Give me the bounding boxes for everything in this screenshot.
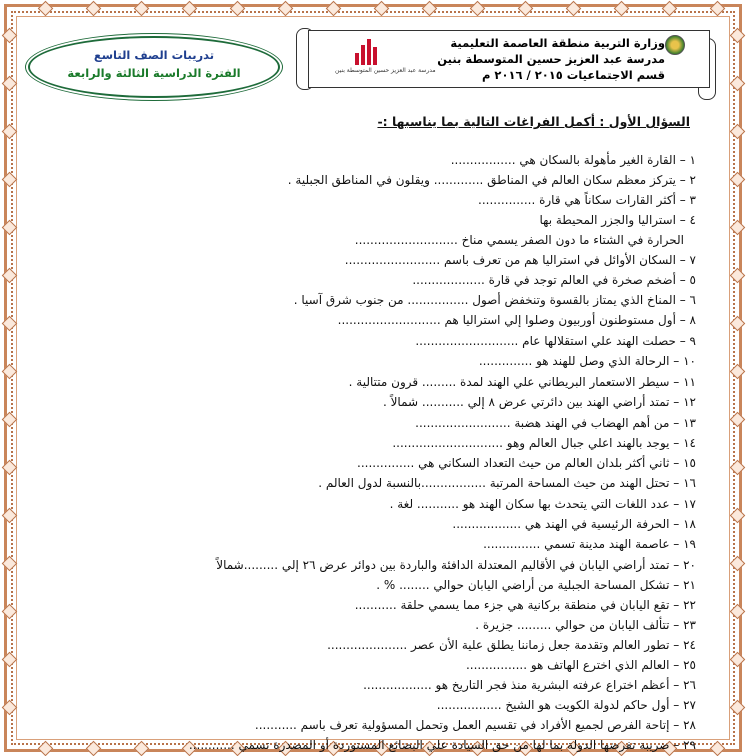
- exercise-line: ٤ – استراليا والجزر المحيطة بها: [539, 213, 696, 227]
- exercise-line: ٢ – يتركز معظم سكان العالم في المناطق ............. ويقلون في المناطق الجبلية .: [287, 173, 696, 187]
- exercise-line: الحرارة في الشتاء ما دون الصفر يسمي مناخ ...........................: [354, 233, 684, 247]
- exercise-line: ٢٤ – تطور العالم وتقدمة جعل زماننا يطلق علية الأن عصر .....................: [327, 638, 696, 652]
- kuwait-emblem-icon: [665, 35, 685, 55]
- exercise-line: ١٢ – تمتد أراضي الهند بين دائرتي عرض ٨ إلي ........... شمالاً .: [382, 395, 696, 409]
- header-school: مدرسة عبد العزيز حسين المتوسطة بنين: [437, 52, 665, 66]
- exercise-line: ١٨ – الحرفة الرئيسية في الهند هي ..................: [452, 517, 696, 531]
- exercise-line: ٦ – المناخ الذي يمتاز بالقسوة وتنخفض أصول ................ من جنوب شرق آسيا .: [293, 293, 696, 307]
- exercise-line: ٢٥ – العالم الذي اخترع الهاتف هو ................: [465, 658, 696, 672]
- header-banner: [296, 30, 716, 96]
- badge-subtitle: الفترة الدراسية الثالثة والرابعة: [67, 66, 241, 80]
- header-box: [308, 30, 710, 88]
- exercise-line: ٧ – السكان الأوائل في استراليا هم من تعرف باسم .........................: [344, 253, 696, 267]
- exercise-line: ٢٨ – إتاحة الفرص لجميع الأفراد في تقسيم العمل وتحمل المسؤولية تعرف باسم ...........: [254, 718, 696, 732]
- exercise-line: ٢٣ – تتألف اليابان من حوالي ......... جزيرة .: [475, 618, 696, 632]
- exercise-line: ٥ – أضخم صخرة في العالم توجد في قارة ...................: [412, 273, 696, 287]
- question-title: السؤال الأول : أكمل الفراغات التالية بما يناسبها :-: [377, 114, 690, 129]
- exercise-line: ٨ – أول مستوطنون أوربيون وصلوا إلي استراليا هم ...........................: [337, 313, 696, 327]
- class-badge: [28, 36, 280, 98]
- school-logo-icon: [355, 39, 381, 65]
- exercise-line: ١٥ – ثاني أكثر بلدان العالم من حيث التعداد السكاني هي ...............: [357, 456, 696, 470]
- exercise-line: ٢١ – تشكل المساحة الجبلية من أراضي اليابان حوالي ........ % .: [376, 578, 696, 592]
- exercise-line: ١٠ – الرحالة الذي وصل للهند هو ..............: [478, 354, 696, 368]
- exercise-line: ٢٧ – أول حاكم لدولة الكويت هو الشيخ .................: [436, 698, 696, 712]
- school-logo: [335, 37, 436, 81]
- badge-title: تدريبات الصف التاسع: [93, 48, 215, 62]
- exercise-line: ٢٠ – تمتد أراضي اليابان في الأقاليم المعتدلة الدافئة والباردة بين دوائر عرض ٢٦ إلي .........شمالاً: [216, 558, 696, 572]
- exercise-line: ٣ – أكثر القارات سكاناً هي قارة ...............: [478, 193, 696, 207]
- exercise-line: ٩ – حصلت الهند علي استقلالها عام ...........................: [415, 334, 696, 348]
- exercise-line: ١٣ – من أهم الهضاب في الهند هضبة .........................: [415, 416, 696, 430]
- exercise-line: ١٧ – عدد اللغات التي يتحدث بها سكان الهند هو ........... لغة .: [389, 497, 696, 511]
- exercise-line: ١٦ – تحتل الهند من حيث المساحة المرتبة .................بالنسبة لدول العالم .: [318, 476, 696, 490]
- school-logo-caption: مدرسة عبد العزيز حسين المتوسطة بنين: [335, 67, 436, 74]
- exercise-line: ٢٦ – أعظم اختراع عرفته البشرية منذ فجر التاريخ هو ..................: [363, 678, 696, 692]
- exercise-line: ١٩ – عاصمة الهند مدينة تسمي ...............: [483, 537, 696, 551]
- exercise-line: ١١ – سيطر الاستعمار البريطاني علي الهند لمدة ......... قرون متتالية .: [348, 375, 696, 389]
- exercise-line: ٢٢ – تقع اليابان في منطقة بركانية هي جزء مما يسمي حلقة ...........: [354, 598, 696, 612]
- exercise-line: ٢٩ – ضريبة تفرضها الدولة بما لها من حق السيادة علي البضائع المستوردة أو المصدرة تسمي ............: [188, 738, 696, 752]
- header-ministry: وزارة التربية منطقة العاصمة التعليمية: [450, 36, 665, 50]
- exercise-line: ١ – القارة الغير مأهولة بالسكان هي .................: [450, 153, 696, 167]
- exercise-line: ١٤ – يوجد بالهند اعلي جبال العالم وهو .............................: [392, 436, 696, 450]
- header-department: قسم الاجتماعيات ٢٠١٥ / ٢٠١٦ م: [481, 68, 665, 82]
